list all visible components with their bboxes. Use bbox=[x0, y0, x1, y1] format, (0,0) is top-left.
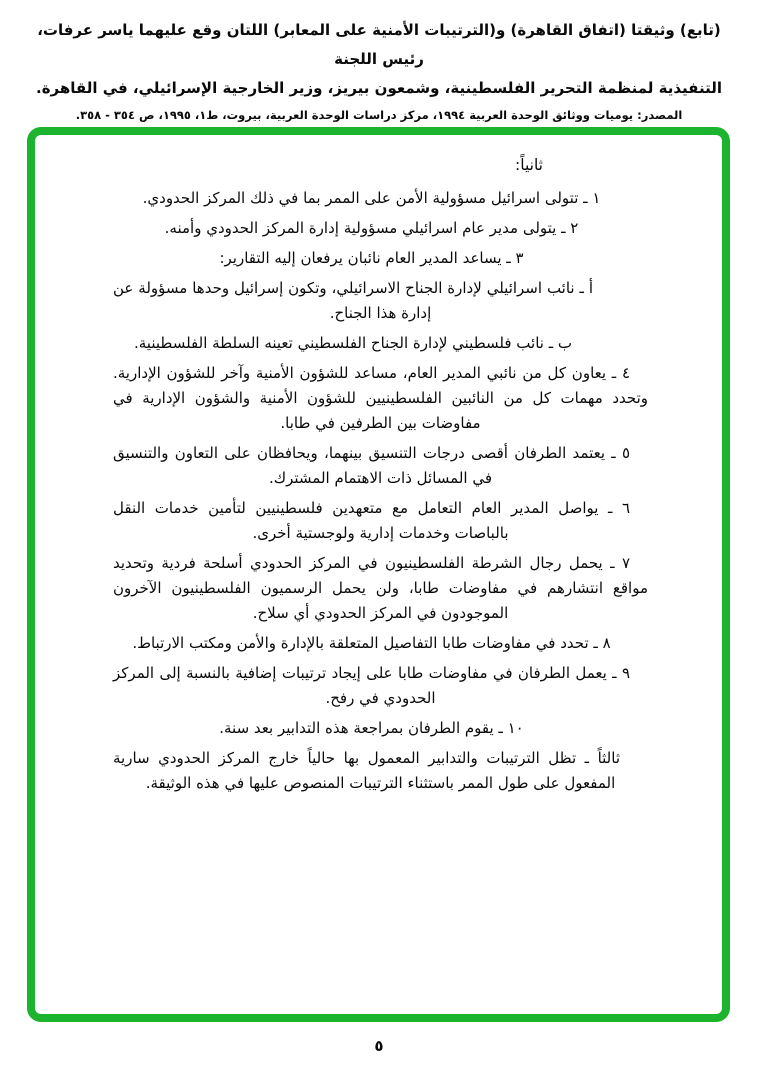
clause-5: ٥ ـ يعتمد الطرفان أقصى درجات التنسيق بينهما، ويحافظان على التعاون والتنسيق في المسائل ذات الاهتمام المشترك. bbox=[113, 444, 630, 487]
document-content bbox=[35, 135, 722, 1014]
clause-10: ١٠ ـ يقوم الطرفان بمراجعة هذه التدابير بعد سنة. bbox=[219, 719, 524, 737]
clause-3: ٣ ـ يساعد المدير العام نائبان يرفعان إليه التقارير: bbox=[219, 249, 524, 267]
document-header bbox=[26, 16, 732, 125]
page-footer bbox=[0, 1036, 758, 1055]
clause-7: ٧ ـ يحمل رجال الشرطة الفلسطينيون في المركز الحدودي أسلحة فردية وتحديد مواقع انتشارهم في مفاوضات طابا، ولن يحمل الرسميون الفلسطينيون الآخرون الموجودون في المركز الحدودي أي سلاح. bbox=[113, 554, 648, 622]
header-source-citation: المصدر: يوميات ووثائق الوحدة العربية ١٩٩٤، مركز دراسات الوحدة العربية، بيروت، ط١، ١٩٩٥، ص ٣٥٤ - ٣٥٨. bbox=[75, 108, 683, 122]
sub-clause-a: أ ـ نائب اسرائيلي لإدارة الجناح الاسرائيلي، وتكون إسرائيل وحدها مسؤولة عن إدارة هذا الجناح. bbox=[113, 279, 593, 322]
page-number: ٥ bbox=[374, 1037, 384, 1055]
sub-clause-b: ب ـ نائب فلسطيني لإدارة الجناح الفلسطيني تعينه السلطة الفلسطينية. bbox=[134, 334, 572, 352]
clause-4: ٤ ـ يعاون كل من نائبي المدير العام، مساعد للشؤون الأمنية وآخر للشؤون الإدارية. وتحدد مهمات كل من النائبين الفلسطينيين للشؤون الأمنية والشؤون الإدارية في مفاوضات بين الطرفين في طابا. bbox=[113, 364, 648, 432]
header-title-line-2: التنفيذية لمنظمة التحرير الفلسطينية، وشمعون بيريز، وزير الخارجية الإسرائيلي، في القاهرة. bbox=[36, 79, 722, 97]
clause-6: ٦ ـ يواصل المدير العام التعامل مع متعهدين فلسطينيين لتأمين خدمات النقل بالباصات وخدمات إدارية ولوجستية أخرى. bbox=[113, 499, 630, 542]
clause-1: ١ ـ تتولى اسرائيل مسؤولية الأمن على الممر بما في ذلك المركز الحدودي. bbox=[142, 189, 601, 207]
clause-2: ٢ ـ يتولى مدير عام اسرائيلي مسؤولية إدارة المركز الحدودي وأمنه. bbox=[164, 219, 579, 237]
header-title-line-1: (تابع) وثيقتا (اتفاق القاهرة) و(الترتيبات الأمنية على المعابر) اللتان وقع عليهما ياسر عرفات، رئيس اللجنة bbox=[37, 21, 721, 68]
document-green-frame bbox=[27, 127, 730, 1022]
section-third-closing: ثالثاً ـ تظل الترتيبات والتدابير المعمول بها حالياً خارج المركز الحدودي سارية المفعول على طول الممر باستثناء الترتيبات المنصوص عليها في هذه الوثيقة. bbox=[113, 749, 620, 792]
section-heading-second: ثانياً: bbox=[515, 156, 543, 174]
clause-8: ٨ ـ تحدد في مفاوضات طابا التفاصيل المتعلقة بالإدارة والأمن ومكتب الارتباط. bbox=[132, 634, 611, 652]
clause-9: ٩ ـ يعمل الطرفان في مفاوضات طابا على إيجاد ترتيبات إضافية بالنسبة إلى المركز الحدودي في رفح. bbox=[113, 664, 630, 707]
